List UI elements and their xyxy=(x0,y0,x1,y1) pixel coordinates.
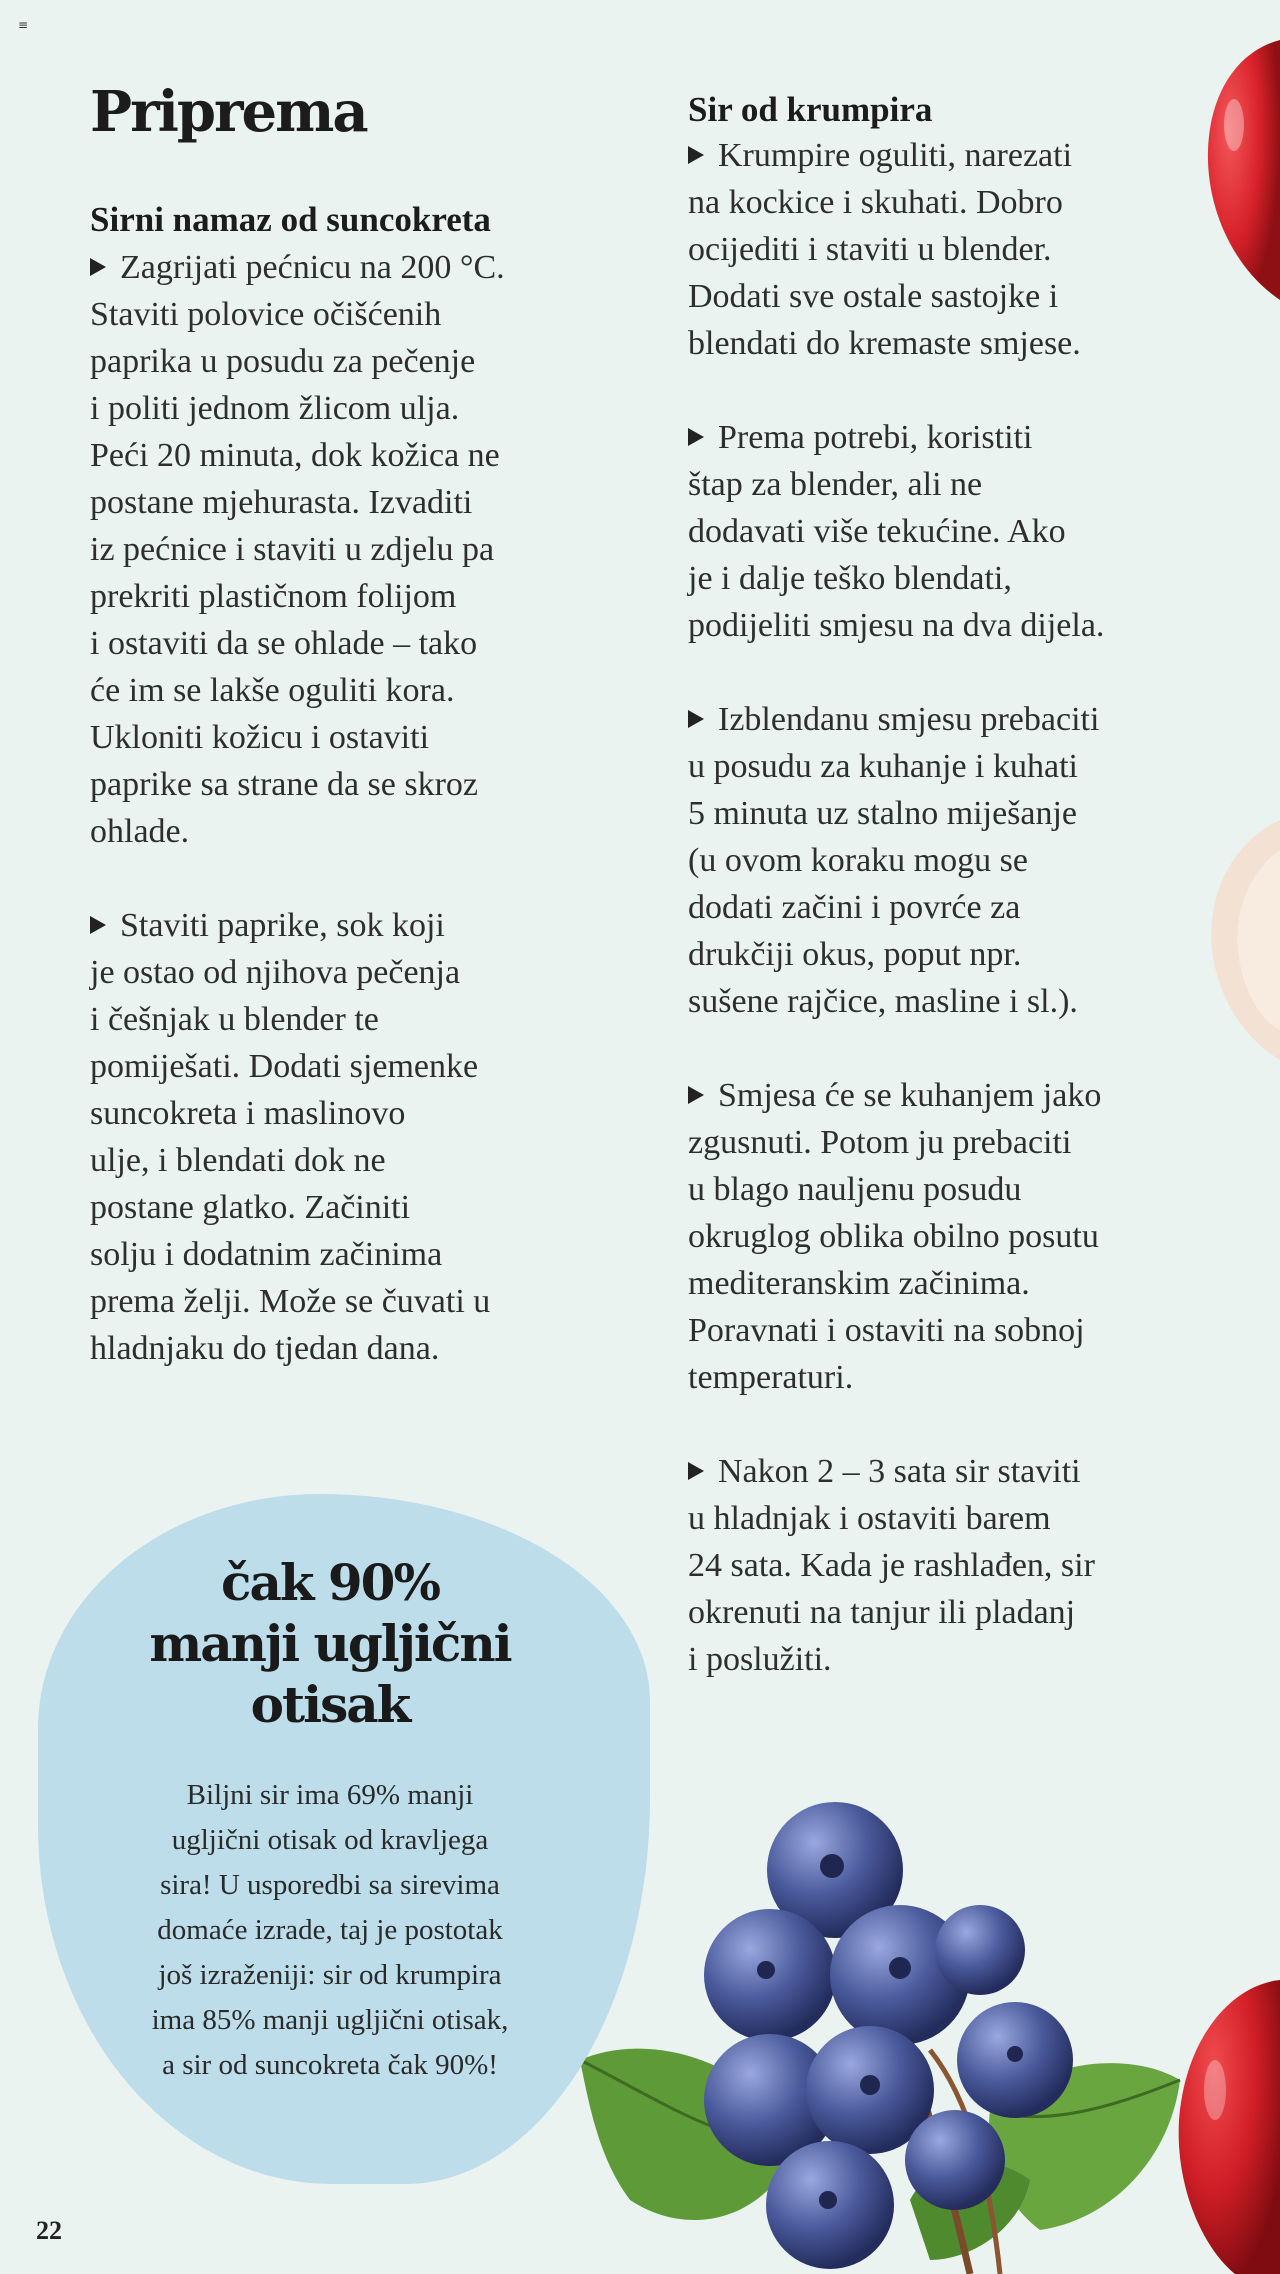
potato-step-5: Nakon 2 – 3 sata sir staviti u hladnjak i ostaviti barem 24 sata. Kada je rashlađen, sir okrenuti na tanjur ili pladanj i poslužiti. xyxy=(688,1453,1095,1679)
sunflower-step-1: Zagrijati pećnicu na 200 °C. Staviti polovice očišćenih paprika u posudu za pečenje i politi jednom žlicom ulja. Peći 20 minuta, dok kožica ne postane mjehurasta. Izvaditi iz pećnice i staviti u zdjelu pa prekriti plastičnom folijom i ostaviti da se ohlade – tako će im se lakše oguliti kora. Ukloniti kožicu i ostaviti paprike sa strane da se skroz ohlade. xyxy=(90,248,505,850)
page-title: Priprema xyxy=(90,79,367,145)
right-column xyxy=(688,90,1218,1730)
bullet-icon xyxy=(688,428,704,446)
blueberries-illustration xyxy=(570,1800,1190,2274)
left-column xyxy=(90,79,630,1419)
potato-step-1: Krumpire oguliti, narezati na kockice i skuhati. Dobro ocijediti i staviti u blender. Dodati sve ostale sastojke i blendati do kremaste smjese. xyxy=(688,137,1081,363)
potato-step-4: Smjesa će se kuhanjem jako zgusnuti. Potom ju prebaciti u blago nauljenu posudu okruglog oblika obilno posutu mediteranskim začinima. Poravnati i ostaviti na sobnoj temperaturi. xyxy=(688,1077,1102,1397)
potato-cheese-title: Sir od krumpira xyxy=(688,90,933,129)
bullet-icon xyxy=(688,146,704,164)
sunflower-step-2: Staviti paprike, sok koji je ostao od njihova pečenja i češnjak u blender te pomiješati. Dodati sjemenke suncokreta i maslinovo ulje, i blendati dok ne postane glatko. Začiniti solju i dodatnim začinima prema želji. Može se čuvati u hladnjaku do tjedan dana. xyxy=(90,906,491,1367)
info-callout-heading: čak 90% manji ugljični otisak xyxy=(149,1553,511,1734)
bullet-icon xyxy=(688,710,704,728)
info-callout-text: Biljni sir ima 69% manji ugljični otisak od kravljega sira! U usporedbi sa sirevima domaće izrade, taj je postotak još izraženiji: sir od krumpira ima 85% manji ugljični otisak, a sir od suncokreta čak 90%! xyxy=(151,1779,509,2081)
potato-step-2: Prema potrebi, koristiti štap za blender, ali ne dodavati više tekućine. Ako je i dalje teško blendati, podijeliti smjesu na dva dijela. xyxy=(688,419,1105,645)
menu-icon[interactable]: ≡ xyxy=(18,18,29,32)
page-number: 22 xyxy=(36,2216,62,2245)
bullet-icon xyxy=(688,1462,704,1480)
bullet-icon xyxy=(688,1086,704,1104)
bullet-icon xyxy=(90,258,106,276)
apple-illustration-bottom xyxy=(1175,1980,1280,2274)
potato-step-3: Izblendanu smjesu prebaciti u posudu za kuhanje i kuhati 5 minuta uz stalno miješanje (u ovom koraku mogu se dodati začini i povrće za drukčiji okus, poput npr. sušene rajčice, masline i sl.). xyxy=(688,701,1100,1021)
bullet-icon xyxy=(90,916,106,934)
sunflower-spread-title: Sirni namaz od suncokreta xyxy=(90,199,491,239)
